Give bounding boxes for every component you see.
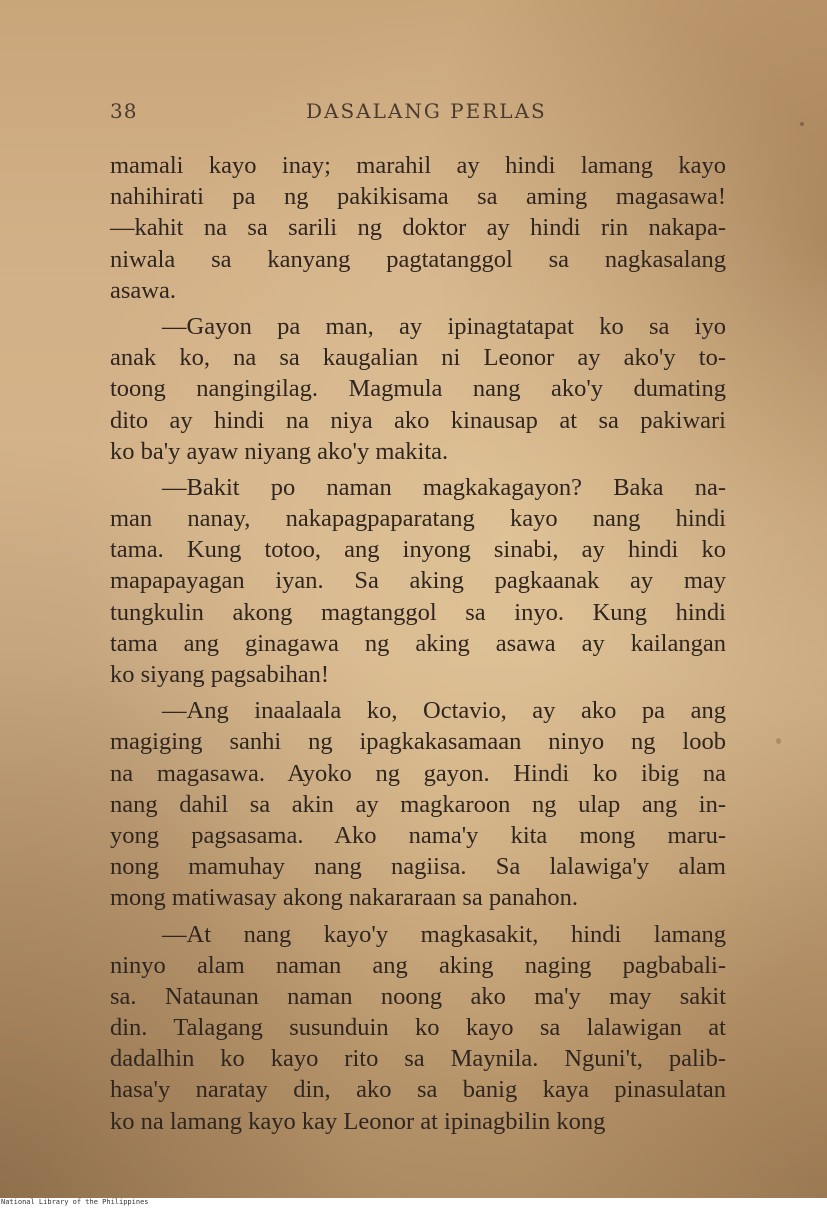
paragraph bbox=[110, 150, 726, 306]
text-line: hasa'y naratay din, ako sa banig kaya pinasulatan bbox=[110, 1076, 726, 1104]
paragraph bbox=[110, 311, 726, 467]
paragraph bbox=[110, 695, 726, 913]
text-line: dadalhin ko kayo rito sa Maynila. Nguni't, palib- bbox=[110, 1045, 726, 1073]
text-line: nong mamuhay nang nagiisa. Sa lalawiga'y alam bbox=[110, 853, 726, 881]
text-line: ninyo alam naman ang aking naging pagbabali- bbox=[110, 951, 726, 979]
text-line: —Bakit po naman magkakagayon? Baka na- bbox=[162, 473, 726, 501]
text-line: ko na lamang kayo kay Leonor at ipinagbilin kong bbox=[110, 1107, 606, 1135]
page-number: 38 bbox=[110, 99, 138, 123]
text-line: din. Talagang susunduin ko kayo sa lalawigan at bbox=[110, 1014, 726, 1042]
text-line: sa. Nataunan naman noong ako ma'y may sakit bbox=[110, 982, 726, 1010]
text-line: mapapayagan iyan. Sa aking pagkaanak ay may bbox=[110, 567, 726, 595]
book-title: DASALANG PERLAS bbox=[306, 99, 547, 123]
text-line: —At nang kayo'y magkasakit, hindi lamang bbox=[162, 920, 726, 948]
text-line: yong pagsasama. Ako nama'y kita mong maru- bbox=[110, 821, 726, 849]
body-text bbox=[110, 150, 726, 1142]
text-line: tama ang ginagawa ng aking asawa ay kailangan bbox=[110, 629, 726, 657]
paragraph bbox=[110, 919, 726, 1137]
text-line: tama. Kung totoo, ang inyong sinabi, ay hindi ko bbox=[110, 536, 726, 564]
text-line: ko ba'y ayaw niyang ako'y makita. bbox=[110, 437, 449, 465]
text-line: nahihirati pa ng pakikisama sa aming magasawa! bbox=[110, 183, 726, 211]
ink-spot bbox=[800, 122, 804, 126]
text-line: —kahit na sa sarili ng doktor ay hindi rin nakapa- bbox=[110, 214, 726, 242]
ink-spot bbox=[776, 738, 781, 744]
footer bbox=[0, 1198, 827, 1208]
text-line: na magasawa. Ayoko ng gayon. Hindi ko ibig na bbox=[110, 759, 726, 787]
text-line: mamali kayo inay; marahil ay hindi lamang kayo bbox=[110, 152, 726, 179]
text-line: asawa. bbox=[110, 276, 176, 304]
running-head bbox=[110, 99, 670, 129]
text-line: magiging sanhi ng ipagkakasamaan ninyo ng loob bbox=[110, 728, 726, 756]
text-line: dito ay hindi na niya ako kinausap at sa pakiwari bbox=[110, 406, 726, 434]
text-line: man nanay, nakapagpaparatang kayo nang hindi bbox=[110, 505, 726, 533]
text-line: —Ang inaalaala ko, Octavio, ay ako pa ang bbox=[162, 697, 726, 725]
text-line: nang dahil sa akin ay magkaroon ng ulap ang in- bbox=[110, 790, 726, 818]
text-line: niwala sa kanyang pagtatanggol sa nagkasalang bbox=[110, 245, 726, 273]
text-line: anak ko, na sa kaugalian ni Leonor ay ako'y to- bbox=[110, 344, 726, 372]
text-line: tungkulin akong magtanggol sa inyo. Kung hindi bbox=[110, 598, 726, 626]
text-line: ko siyang pagsabihan! bbox=[110, 661, 330, 688]
text-line: —Gayon pa man, ay ipinagtatapat ko sa iyo bbox=[162, 312, 726, 340]
text-line: toong nangingilag. Magmula nang ako'y dumating bbox=[110, 375, 726, 403]
footer-credit: National Library of the Philippines bbox=[1, 1198, 149, 1206]
paragraph bbox=[110, 472, 726, 690]
text-line: mong matiwasay akong nakararaan sa panahon. bbox=[110, 884, 579, 912]
